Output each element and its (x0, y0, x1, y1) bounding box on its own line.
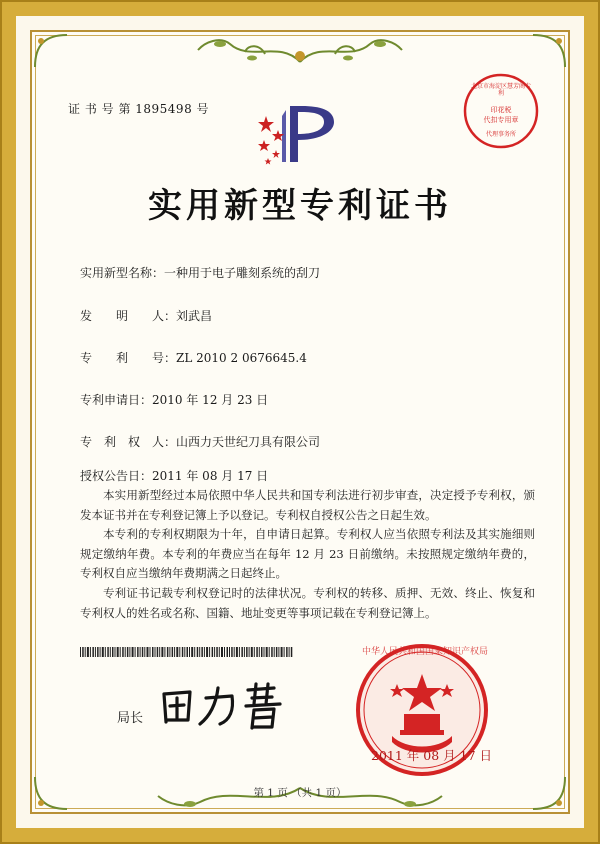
director-label: 局长 (117, 711, 144, 726)
barcode-bar (249, 647, 250, 657)
barcode-bar (179, 647, 180, 657)
application-date-field (80, 391, 268, 408)
field-label: 发 明 人： (80, 309, 177, 323)
barcode-bar (269, 647, 270, 657)
agency-stamp-line: 北京市海淀区慧芳阁专利 (471, 83, 532, 97)
barcode-bar (271, 647, 273, 657)
barcode-bar (194, 647, 195, 657)
barcode-bar (167, 647, 169, 657)
barcode-bar (157, 647, 159, 657)
barcode-bar (214, 647, 215, 657)
barcode-bar (197, 647, 199, 657)
barcode-bar (284, 647, 285, 657)
barcode-bar (182, 647, 184, 657)
barcode-bar (244, 647, 245, 657)
issue-date: 2011 年 08 月 17 日 (371, 748, 492, 763)
barcode-bar (199, 647, 200, 657)
barcode-bar (227, 647, 229, 657)
barcode-bar (216, 647, 218, 657)
body-paragraph: 专利证书记载专利权登记时的法律状况。专利权的转移、质押、无效、终止、恢复和专利权人的姓名或名称、国籍、地址变更等事项记载在专利登记簿上。 (80, 585, 535, 620)
barcode-bar (251, 647, 253, 657)
barcode-bar (144, 647, 145, 657)
agency-stamp-line: 代扣专用章 (483, 116, 519, 124)
barcode-bar (264, 647, 265, 657)
patent-number-field (80, 349, 307, 366)
barcode-bar (97, 647, 99, 657)
barcode-bar (261, 647, 263, 657)
barcode-bar (155, 647, 156, 657)
barcode-bar (100, 647, 101, 657)
barcode-bar (85, 647, 86, 657)
field-label: 实用新型名称： (80, 266, 165, 280)
barcode-bar (90, 647, 91, 657)
field-value: 2010 年 12 月 23 日 (152, 393, 269, 407)
barcode-bar (107, 647, 109, 657)
barcode-bar (236, 647, 238, 657)
barcode-bar (259, 647, 260, 657)
barcode-bar (95, 647, 96, 657)
utility-model-name-field (80, 264, 320, 281)
field-label: 专利申请日： (80, 393, 153, 407)
barcode-bar (229, 647, 230, 657)
patentee-field (80, 433, 320, 450)
agency-stamp-line: 印花税 (490, 106, 512, 114)
field-value: 山西力天世纪刀具有限公司 (176, 435, 321, 449)
barcode-bar (125, 647, 126, 657)
barcode-bar (117, 647, 119, 657)
barcode-bar (110, 647, 111, 657)
barcode-bar (174, 647, 175, 657)
barcode-bar (80, 647, 81, 657)
barcode-bar (206, 647, 208, 657)
barcode-bar (159, 647, 160, 657)
certificate-body (80, 486, 535, 623)
barcode-bar (212, 647, 214, 657)
barcode-bar (191, 647, 193, 657)
barcode-bar (152, 647, 154, 657)
barcode-bar (289, 647, 290, 657)
barcode-bar (239, 647, 240, 657)
barcode-bar (82, 647, 84, 657)
page-number: 第 1 页 （共 1 页） (253, 787, 347, 799)
barcode-bar (102, 647, 104, 657)
agency-stamp (462, 72, 540, 150)
patent-office-logo (254, 96, 344, 170)
barcode-bar (201, 647, 203, 657)
field-label: 专 利 权 人： (80, 435, 177, 449)
barcode-bar (241, 647, 243, 657)
barcode-bar (286, 647, 288, 657)
body-paragraph: 本实用新型经过本局依照中华人民共和国专利法进行初步审查，决定授予专利权，颁发本证书并在专利登记簿上予以登记。专利权自授权公告之日起生效。 (80, 488, 535, 522)
barcode-bar (92, 647, 94, 657)
barcode-bar (278, 647, 279, 657)
barcode-bar (274, 647, 275, 657)
barcode-bar (87, 647, 89, 657)
field-label: 专 利 号： (80, 351, 177, 365)
barcode-bar (140, 647, 141, 657)
field-value: 2011 年 08 月 17 日 (152, 469, 269, 483)
agency-stamp-line: 代理事务所 (485, 131, 516, 138)
director-signature (156, 680, 296, 732)
barcode-bar (209, 647, 210, 657)
barcode-bar (176, 647, 178, 657)
barcode-bar (184, 647, 185, 657)
barcode-bar (161, 647, 163, 657)
barcode-bar (132, 647, 134, 657)
barcode-bar (281, 647, 283, 657)
barcode-bar (120, 647, 121, 657)
barcode-bar (189, 647, 190, 657)
barcode-bar (147, 647, 149, 657)
body-paragraph: 本专利的专利权期限为十年，自申请日起算。专利权人应当依照专利法及其实施细则规定缴纳年费。本专利的年费应当在每年 12 月 23 日前缴纳。未按照规定缴纳年费的，专利权自应当缴纳年费期满之日起终止。 (80, 527, 535, 581)
official-seal-text: 中华人民共和国国家知识产权局 (362, 647, 489, 657)
barcode-bar (204, 647, 205, 657)
barcode (80, 647, 293, 657)
barcode-bar (129, 647, 130, 657)
barcode-bar (115, 647, 116, 657)
barcode-bar (234, 647, 235, 657)
certificate-number: 证 书 号 第 1895498 号 (68, 102, 210, 116)
barcode-bar (246, 647, 248, 657)
barcode-bar (142, 647, 144, 657)
inventor-field (80, 307, 212, 324)
top-ornament (190, 32, 410, 68)
barcode-bar (105, 647, 106, 657)
barcode-bar (221, 647, 223, 657)
barcode-bar (254, 647, 255, 657)
page-title: 实用新型专利证书 (148, 186, 452, 226)
barcode-bar (135, 647, 136, 657)
grant-announcement-date-field (80, 467, 268, 484)
barcode-bar (127, 647, 128, 657)
barcode-bar (187, 647, 189, 657)
barcode-bar (164, 647, 165, 657)
barcode-bar (137, 647, 139, 657)
field-value: 一种用于电子雕刻系统的刮刀 (164, 266, 321, 280)
barcode-bar (276, 647, 278, 657)
barcode-bar (266, 647, 268, 657)
barcode-bar (256, 647, 258, 657)
field-value: ZL 2010 2 0676645.4 (176, 351, 307, 365)
field-label: 授权公告日： (80, 469, 153, 483)
corner-ornament-top-right (529, 31, 569, 71)
barcode-bar (112, 647, 114, 657)
barcode-bar (231, 647, 233, 657)
barcode-bar (291, 647, 293, 657)
corner-ornament-top-left (31, 31, 71, 71)
barcode-bar (150, 647, 151, 657)
barcode-bar (172, 647, 174, 657)
barcode-bar (219, 647, 220, 657)
barcode-bar (224, 647, 225, 657)
field-value: 刘武昌 (176, 309, 213, 323)
barcode-bar (122, 647, 124, 657)
barcode-bar (169, 647, 170, 657)
